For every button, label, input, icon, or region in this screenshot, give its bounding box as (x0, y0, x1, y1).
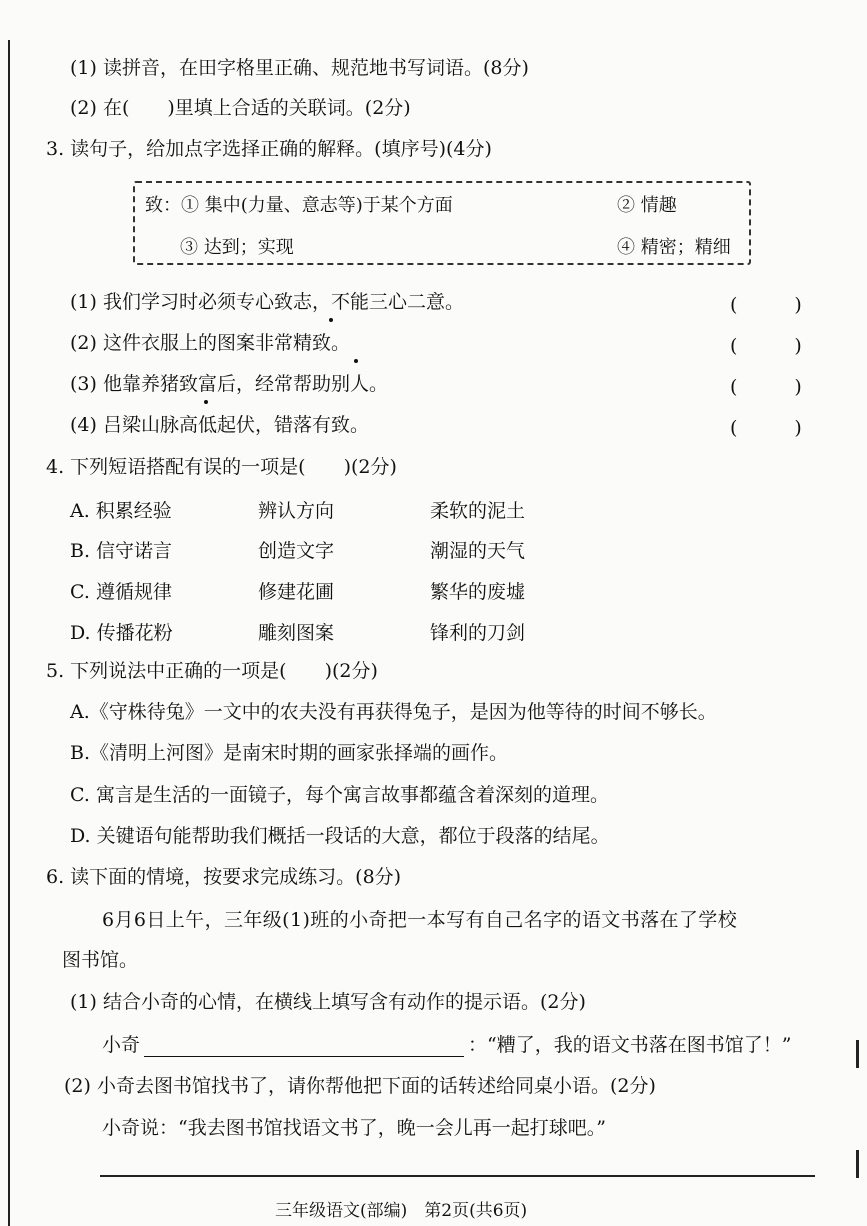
q5-option-b[interactable]: B.《清明上河图》是南宋时期的画家张择端的画作。 (70, 742, 509, 764)
q2-sub1: (1) 读拼音，在田字格里正确、规范地书写词语。(8分) (70, 57, 529, 79)
emphasis-dot (354, 359, 358, 363)
q6-sub2: (2) 小奇去图书馆找书了，请你帮他把下面的话转述给同桌小语。(2分) (64, 1075, 656, 1097)
speaker-name: 小奇 (102, 1034, 141, 1056)
q4-option-b-phrase-1: B. 信守诺言 (70, 540, 173, 562)
q4-option-b-phrase-3: 潮湿的天气 (430, 540, 526, 562)
definition-2: ② 情趣 (617, 195, 677, 216)
definition-box (133, 181, 751, 265)
q3-answer-blank-3[interactable]: ( ) (730, 376, 802, 398)
q3-item-1: (1) 我们学习时必须专心致志，不能三心二意。 (70, 291, 464, 313)
q2-sub2: (2) 在( )里填上合适的关联词。(2分) (70, 97, 411, 119)
q4-option-a-phrase-1: A. 积累经验 (70, 500, 172, 522)
speaker-quote: ：“糟了，我的语文书落在图书馆了！” (468, 1034, 792, 1056)
definition-4: ④ 精密；精细 (617, 237, 731, 258)
emphasis-dot (329, 318, 333, 322)
q5-stem: 5. 下列说法中正确的一项是( )(2分) (46, 660, 378, 682)
q6-stem: 6. 读下面的情境，按要求完成练习。(8分) (46, 866, 402, 888)
q4-option-d-phrase-2: 雕刻图案 (258, 622, 335, 644)
q3-item-2: (2) 这件衣服上的图案非常精致。 (70, 332, 350, 354)
scan-edge-mark (856, 1150, 859, 1178)
page-footer: 三年级语文(部编) 第2页(共6页) (275, 1201, 528, 1221)
q5-option-c[interactable]: C. 寓言是生活的一面镜子，每个寓言故事都蕴含着深刻的道理。 (70, 784, 609, 806)
q3-answer-blank-4[interactable]: ( ) (730, 417, 802, 439)
q5-option-a[interactable]: A.《守株待兔》一文中的农夫没有再获得兔子，是因为他等待的时间不够长。 (70, 701, 717, 723)
q4-option-c-phrase-1: C. 遵循规律 (70, 581, 172, 603)
prompt-fill-blank[interactable] (144, 1038, 464, 1057)
q4-option-c-phrase-3: 繁华的废墟 (430, 581, 526, 603)
definition-3: ③ 达到；实现 (180, 237, 294, 258)
q4-option-a-phrase-2: 辨认方向 (258, 500, 335, 522)
scan-edge-mark (856, 1040, 859, 1068)
q4-option-b-phrase-2: 创造文字 (258, 540, 335, 562)
q3-answer-blank-1[interactable]: ( ) (730, 294, 802, 316)
q5-option-d[interactable]: D. 关键语句能帮助我们概括一段话的大意，都位于段落的结尾。 (70, 825, 610, 847)
q6-context-line-2: 图书馆。 (62, 949, 139, 971)
q4-option-d-phrase-3: 锋利的刀剑 (430, 622, 526, 644)
q4-option-a-phrase-3: 柔软的泥土 (430, 500, 526, 522)
q6-sub1-answer-line (102, 1033, 791, 1057)
answer-writing-line[interactable] (100, 1175, 815, 1177)
binding-margin-line (8, 40, 10, 1226)
emphasis-dot (204, 400, 208, 404)
q3-answer-blank-2[interactable]: ( ) (730, 335, 802, 357)
q3-item-3: (3) 他靠养猪致富后，经常帮助别人。 (70, 373, 388, 395)
q4-option-d-phrase-1: D. 传播花粉 (70, 622, 173, 644)
q4-option-c-phrase-2: 修建花圃 (258, 581, 335, 603)
q4-stem: 4. 下列短语搭配有误的一项是( )(2分) (46, 456, 397, 478)
q6-context-line-1: 6月6日上午，三年级(1)班的小奇把一本写有自己名字的语文书落在了学校 (102, 909, 738, 931)
q6-sub2-quote: 小奇说：“我去图书馆找语文书了，晚一会儿再一起打球吧。” (102, 1117, 606, 1139)
q3-stem: 3. 读句子，给加点字选择正确的解释。(填序号)(4分) (46, 138, 492, 160)
q3-item-4: (4) 吕梁山脉高低起伏，错落有致。 (70, 414, 369, 436)
q6-sub1: (1) 结合小奇的心情，在横线上填写含有动作的提示语。(2分) (70, 991, 586, 1013)
definition-1: 致：① 集中(力量、意志等)于某个方面 (145, 195, 453, 216)
